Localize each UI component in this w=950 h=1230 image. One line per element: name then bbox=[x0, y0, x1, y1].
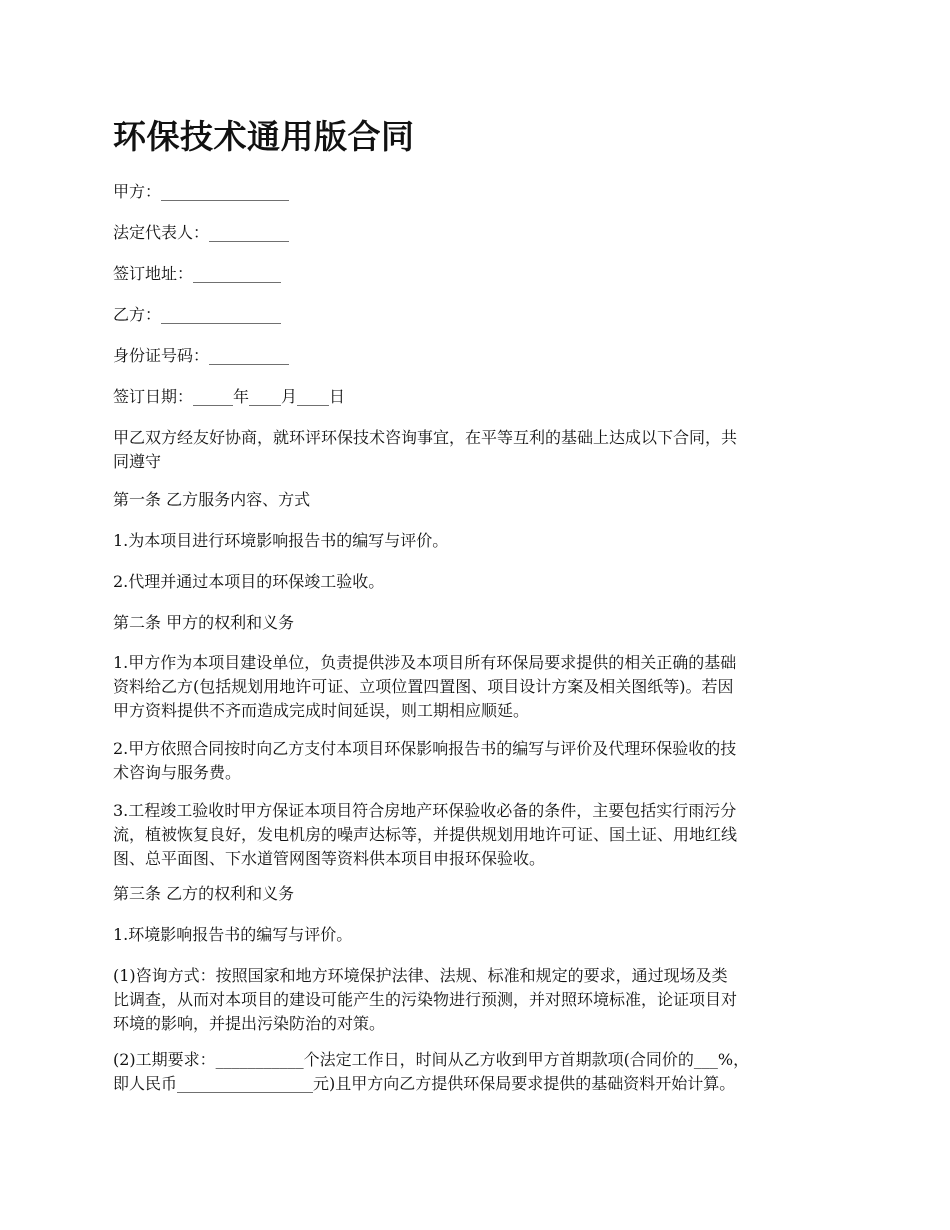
text-line: 2.代理并通过本项目的环保竣工验收。 bbox=[113, 572, 385, 591]
id-number-field bbox=[113, 344, 848, 368]
text-line: 法定代表人：__________ bbox=[113, 223, 290, 242]
text-line: 流，植被恢复良好，发电机房的噪声达标等，并提供规划用地许可证、国土证、用地红线 bbox=[113, 825, 738, 844]
article-1-item-2 bbox=[113, 570, 848, 594]
text-line: 图、总平面图、下水道管网图等资料供本项目申报环保验收。 bbox=[113, 849, 546, 868]
text-line: 3.工程竣工验收时甲方保证本项目符合房地产环保验收必备的条件，主要包括实行雨污分 bbox=[113, 801, 737, 820]
text-line: 1.甲方作为本项目建设单位，负责提供涉及本项目所有环保局要求提供的相关正确的基础 bbox=[113, 653, 737, 672]
document-title: 环保技术通用版合同 bbox=[113, 117, 415, 156]
text-line: 同遵守 bbox=[113, 452, 162, 471]
text-line: (1)咨询方式：按照国家和地方环境保护法律、法规、标准和规定的要求，通过现场及类 bbox=[113, 966, 728, 985]
text-line: 甲方：________________ bbox=[113, 182, 290, 201]
text-line: 资料给乙方(包括规划用地许可证、立项位置四置图、项目设计方案及相关图纸等)。若因 bbox=[113, 677, 734, 696]
article-2-heading bbox=[113, 611, 848, 635]
party-a-field bbox=[113, 180, 848, 204]
text-line: 身份证号码：__________ bbox=[113, 346, 290, 365]
party-b-field bbox=[113, 303, 848, 327]
text-line: 甲乙双方经友好协商，就环评环保技术咨询事宜，在平等互利的基础上达成以下合同，共 bbox=[113, 428, 738, 447]
article-2-item-2 bbox=[113, 737, 848, 785]
preamble-paragraph bbox=[113, 426, 848, 474]
text-line: 2.甲方依照合同按时向乙方支付本项目环保影响报告书的编写与评价及代理环保验收的技 bbox=[113, 739, 737, 758]
text-line: 比调查，从而对本项目的建设可能产生的污染物进行预测，并对照环境标准，论证项目对 bbox=[113, 990, 738, 1009]
sign-address-field bbox=[113, 262, 848, 286]
text-line: 环境的影响，并提出污染防治的对策。 bbox=[113, 1014, 386, 1033]
article-1-item-1 bbox=[113, 529, 848, 553]
text-line: 乙方：_______________ bbox=[113, 305, 282, 324]
article-3-item-1 bbox=[113, 923, 848, 947]
text-line: 第一条 乙方服务内容、方式 bbox=[113, 490, 311, 509]
text-line: 签订日期：_____年____月____日 bbox=[113, 387, 346, 406]
article-3-item-1-1 bbox=[113, 964, 848, 1036]
article-3-heading bbox=[113, 882, 848, 906]
text-line: 1.环境影响报告书的编写与评价。 bbox=[113, 925, 353, 944]
text-line: 1.为本项目进行环境影响报告书的编写与评价。 bbox=[113, 531, 449, 550]
article-2-item-1 bbox=[113, 651, 848, 723]
article-2-item-3 bbox=[113, 799, 848, 871]
text-line: 甲方资料提供不齐而造成完成时间延误，则工期相应顺延。 bbox=[113, 701, 530, 720]
article-3-item-1-2 bbox=[113, 1048, 848, 1096]
text-line: 第三条 乙方的权利和义务 bbox=[113, 884, 295, 903]
legal-representative-field bbox=[113, 221, 848, 245]
article-1-heading bbox=[113, 488, 848, 512]
text-line: 术咨询与服务费。 bbox=[113, 763, 242, 782]
text-line: (2)工期要求：___________个法定工作日，时间从乙方收到甲方首期款项(合同价的___%， bbox=[113, 1050, 750, 1069]
text-line: 即人民币_________________元)且甲方向乙方提供环保局要求提供的基础资料开始计算。 bbox=[113, 1074, 736, 1093]
text-line: 签订地址：___________ bbox=[113, 264, 282, 283]
sign-date-field bbox=[113, 385, 848, 409]
text-line: 第二条 甲方的权利和义务 bbox=[113, 613, 295, 632]
